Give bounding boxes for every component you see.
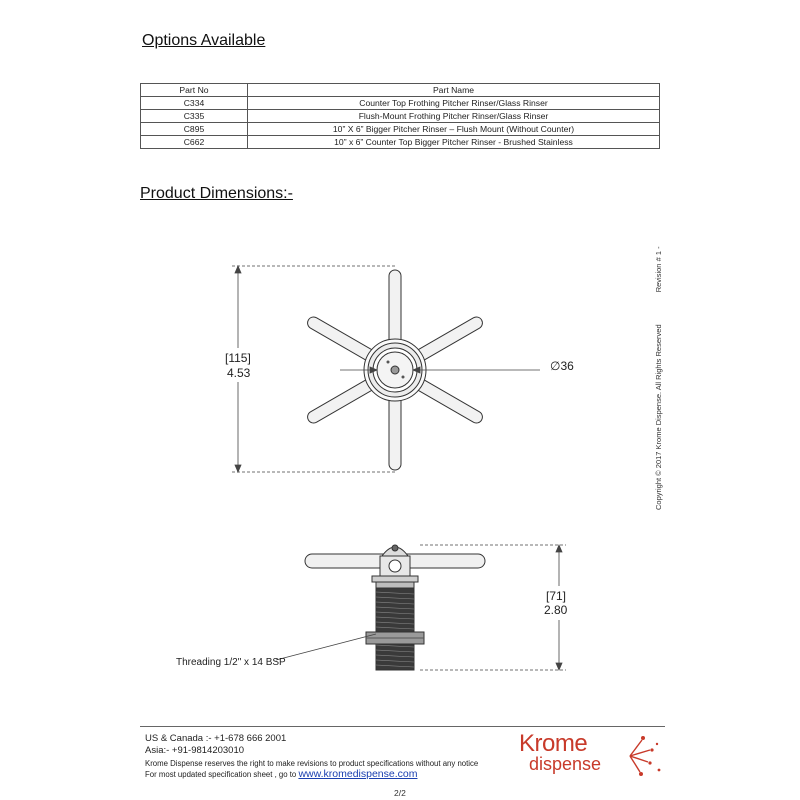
logo-sub: dispense <box>529 754 602 774</box>
copyright-text: Copyright © 2017 Krome Dispense. All Rights Reserved <box>654 324 663 510</box>
top-height-mm: [115] <box>225 351 251 365</box>
column-header-part-no: Part No <box>141 84 248 97</box>
us-canada-phone: US & Canada :- +1-678 666 2001 <box>145 733 287 744</box>
column-header-part-name: Part Name <box>248 84 660 97</box>
diameter-label: ∅36 <box>550 359 574 373</box>
top-view <box>232 266 540 472</box>
dimensions-title: Product Dimensions:- <box>140 185 293 202</box>
part-name-cell: 10” X 6” Bigger Pitcher Rinser – Flush Mount (Without Counter) <box>248 123 660 136</box>
options-title: Options Available <box>142 32 266 49</box>
copyright-vertical <box>654 230 663 510</box>
logo-brand: Krome <box>519 730 588 757</box>
part-no-cell: C334 <box>141 97 248 110</box>
asia-phone: Asia:- +91-9814203010 <box>145 745 245 756</box>
disclaimer: Krome Dispense reserves the right to make revisions to product specifications without any notice <box>145 759 479 768</box>
diameter-dimension <box>340 367 540 373</box>
part-no-cell: C335 <box>141 110 248 123</box>
threading-leader <box>276 634 376 660</box>
side-height-in: 2.80 <box>544 603 568 617</box>
part-name-cell: 10” x 6” Counter Top Bigger Pitcher Rinser - Brushed Stainless <box>248 136 660 149</box>
top-height-in: 4.53 <box>227 366 251 380</box>
revision-text: Revision # 1 - <box>654 246 663 293</box>
part-name-cell: Flush-Mount Frothing Pitcher Rinser/Glass Rinser <box>248 110 660 123</box>
side-height-mm: [71] <box>546 589 567 603</box>
website-link[interactable]: www.kromedispense.com <box>298 768 418 780</box>
part-no-cell: C895 <box>141 123 248 136</box>
part-no-cell: C662 <box>141 136 248 149</box>
side-view <box>276 545 566 670</box>
spec-prefix: For most updated specification sheet , go to <box>145 770 297 779</box>
page-number: 2/2 <box>394 788 406 798</box>
collar <box>372 576 418 582</box>
part-name-cell: Counter Top Frothing Pitcher Rinser/Glass Rinser <box>248 97 660 110</box>
threading-label: Threading 1/2" x 14 BSP <box>176 657 286 668</box>
